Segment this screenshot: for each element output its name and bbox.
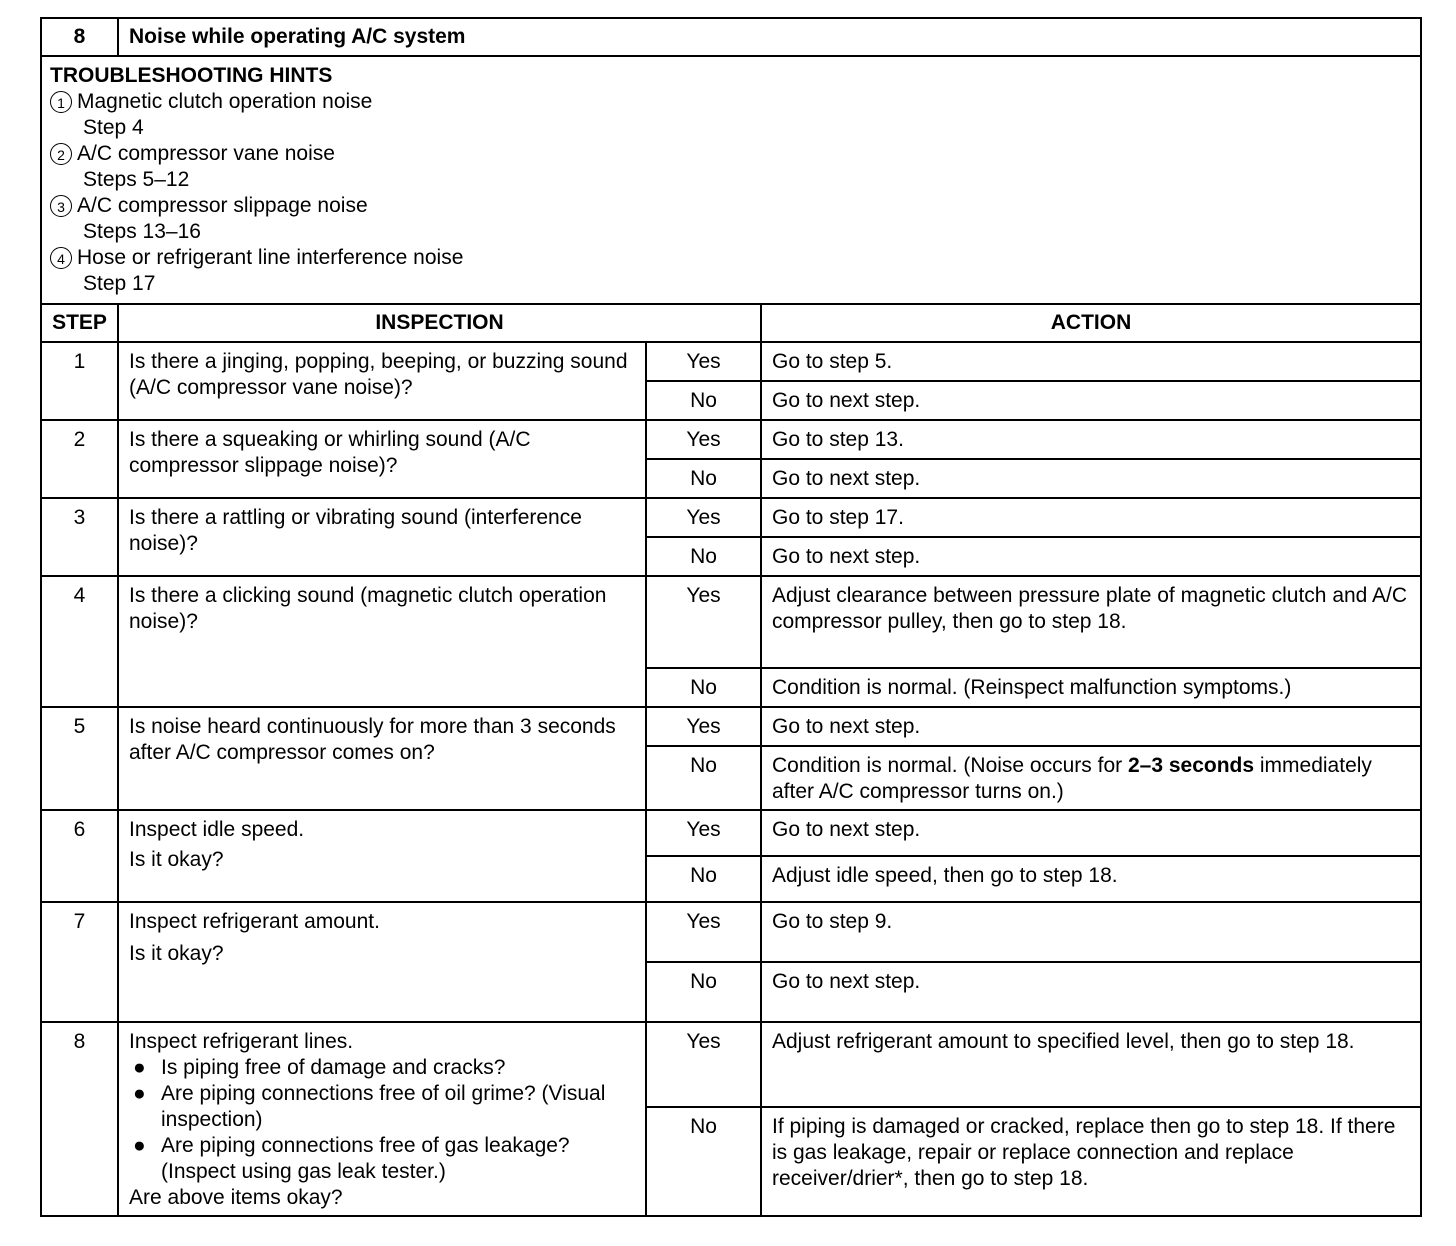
bullet-text: Is piping free of damage and cracks? [161,1056,506,1079]
inspection-question: Are above items okay? [129,1186,343,1209]
hint-steps: Steps 5–12 [83,168,190,191]
yes-action: Adjust refrigerant amount to specified level, then go to step 18. [761,1022,1421,1107]
no-label: No [646,537,761,576]
table-row [41,498,1421,537]
no-action-emphasis: 2–3 seconds [1127,754,1255,777]
yes-label: Yes [646,420,761,459]
hint-item [50,141,1412,167]
col-step: STEP [41,304,118,342]
no-action: Go to next step. [761,962,1421,1022]
hints-title: TROUBLESHOOTING HINTS [50,64,333,87]
hint-item [50,193,1412,219]
bullet-text: Are piping connections free of oil grime? (Visual inspection) [161,1082,606,1131]
hint-steps: Step 17 [83,272,156,295]
circled-number-icon: 4 [50,247,72,269]
inspection-text: Is there a rattling or vibrating sound (interference noise)? [118,498,646,576]
no-label: No [646,746,761,810]
hint-steps: Steps 13–16 [83,220,201,243]
header-row [41,18,1421,56]
no-action-text: Condition is normal. (Noise occurs for [772,754,1128,777]
step-number: 2 [41,420,118,498]
yes-action: Go to step 17. [761,498,1421,537]
inspection-text: Is there a clicking sound (magnetic clutch operation noise)? [118,576,646,707]
no-label: No [646,1107,761,1216]
hint-text: A/C compressor vane noise [77,142,335,165]
inspection-text [118,1022,646,1216]
table-row [41,342,1421,381]
troubleshooting-table [40,17,1422,1217]
no-action: Go to next step. [761,381,1421,420]
inspection-text: Is there a squeaking or whirling sound (A/C compressor slippage noise)? [118,420,646,498]
column-header-row [41,304,1421,342]
no-label: No [646,381,761,420]
hint-text: Hose or refrigerant line interference noise [77,246,464,269]
no-label: No [646,459,761,498]
no-action: Adjust idle speed, then go to step 18. [761,856,1421,902]
no-label: No [646,856,761,902]
no-action: If piping is damaged or cracked, replace then go to step 18. If there is gas leakage, repair or replace connection and replace receiver/drier*, then go to step 18. [761,1107,1421,1216]
no-action: Condition is normal. (Reinspect malfunction symptoms.) [761,668,1421,707]
step-number: 1 [41,342,118,420]
hint-text: Magnetic clutch operation noise [77,90,373,113]
yes-action: Go to next step. [761,810,1421,856]
troubleshooting-sheet [40,17,1420,1217]
step-number: 8 [41,1022,118,1216]
no-label: No [646,962,761,1022]
troubleshooting-hints [41,56,1421,304]
inspection-text [118,810,646,902]
step-number: 3 [41,498,118,576]
table-row [41,902,1421,962]
inspection-line: Inspect refrigerant amount. [129,910,380,933]
section-number: 8 [41,18,118,56]
no-action [761,746,1421,810]
inspection-line: Inspect idle speed. [129,818,305,841]
hint-steps: Step 4 [83,116,144,139]
bullet-item [129,1055,637,1081]
table-row [41,810,1421,856]
yes-label: Yes [646,498,761,537]
col-action: ACTION [761,304,1421,342]
yes-action: Go to step 13. [761,420,1421,459]
circled-number-icon: 2 [50,143,72,165]
step-number: 6 [41,810,118,902]
hint-text: A/C compressor slippage noise [77,194,368,217]
inspection-text: Is there a jinging, popping, beeping, or buzzing sound (A/C compressor vane noise)? [118,342,646,420]
bullet-icon: ● [133,1134,146,1157]
hints-row [41,56,1421,304]
hint-item [50,89,1412,115]
yes-action: Go to next step. [761,707,1421,746]
hint-item [50,245,1412,271]
no-action-text-end: immediately after A/C compressor turns on.) [772,754,1372,803]
yes-action: Go to step 9. [761,902,1421,962]
bullet-icon: ● [133,1082,146,1105]
table-row [41,420,1421,459]
inspection-line: Inspect refrigerant lines. [129,1030,354,1053]
circled-number-icon: 1 [50,91,72,113]
no-label: No [646,668,761,707]
yes-action: Go to step 5. [761,342,1421,381]
circled-number-icon: 3 [50,195,72,217]
yes-label: Yes [646,576,761,668]
inspection-question: Is it okay? [129,942,224,965]
inspection-question: Is it okay? [129,848,224,871]
bullet-item [129,1081,637,1133]
yes-label: Yes [646,707,761,746]
table-row [41,1022,1421,1107]
bullet-text: Are piping connections free of gas leakage? (Inspect using gas leak tester.) [161,1134,570,1183]
step-number: 4 [41,576,118,707]
no-action: Go to next step. [761,459,1421,498]
yes-label: Yes [646,1022,761,1107]
bullet-icon: ● [133,1056,146,1079]
bullet-item [129,1133,637,1185]
table-row [41,576,1421,668]
step-number: 7 [41,902,118,1022]
section-title: Noise while operating A/C system [118,18,1421,56]
no-action: Go to next step. [761,537,1421,576]
step-number: 5 [41,707,118,810]
yes-label: Yes [646,902,761,962]
inspection-text [118,902,646,1022]
table-row [41,707,1421,746]
inspection-text: Is noise heard continuously for more than 3 seconds after A/C compressor comes on? [118,707,646,810]
yes-action: Adjust clearance between pressure plate of magnetic clutch and A/C compressor pulley, then go to step 18. [761,576,1421,668]
yes-label: Yes [646,342,761,381]
col-inspection: INSPECTION [118,304,761,342]
yes-label: Yes [646,810,761,856]
